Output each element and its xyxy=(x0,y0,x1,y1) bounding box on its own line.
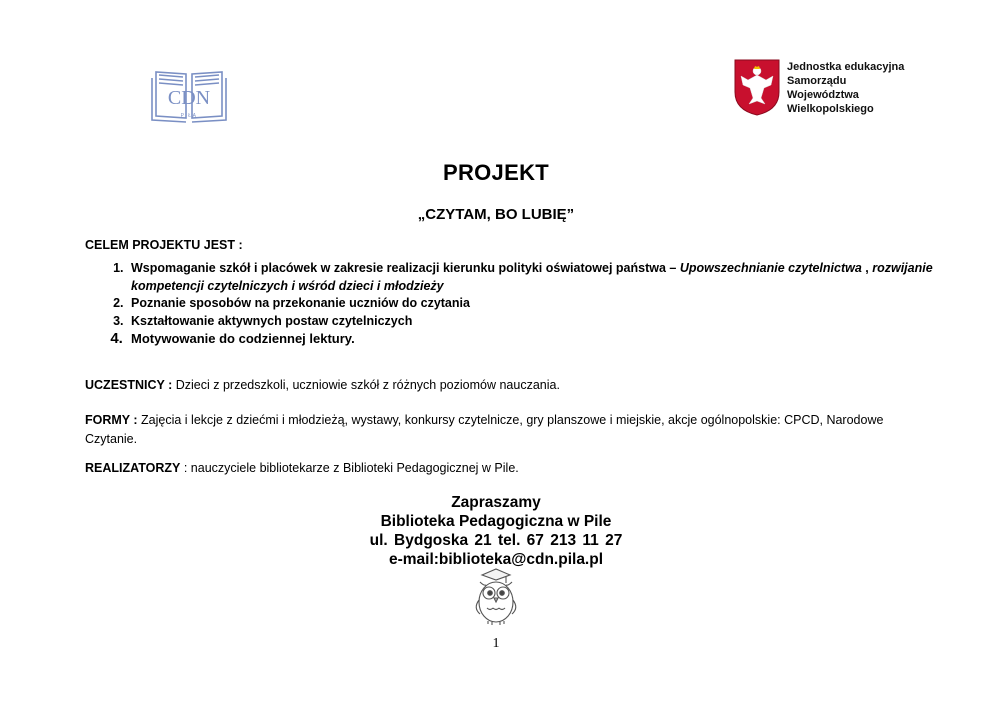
goal-item xyxy=(127,260,957,295)
goal-text: Poznanie sposobów na przekonanie uczniów do czytania xyxy=(131,296,470,310)
svg-text:CDN: CDN xyxy=(167,87,211,109)
participants-text: Dzieci z przedszkoli, uczniowie szkół z różnych poziomów nauczania. xyxy=(172,378,560,392)
forms-label: FORMY : xyxy=(85,413,138,427)
svg-text:PIŁA: PIŁA xyxy=(180,113,198,119)
contact-email[interactable]: e-mail:biblioteka@cdn.pila.pl xyxy=(388,551,604,568)
page-title: PROJEKT xyxy=(442,160,549,185)
goal-item xyxy=(127,330,957,349)
cdn-logo xyxy=(150,62,228,126)
goal-text-italic: rozwijanie kompetencji czytelniczych i wśród dzieci i młodzieży xyxy=(131,261,933,293)
forms-text: Zajęcia i lekcje z dziećmi i młodzieżą, wystawy, konkursy czytelnicze, gry planszowe i miejskie, akcje ogólnopolskie: CPCD, Narodowe Czytanie. xyxy=(85,413,884,446)
eagle-crest-icon xyxy=(733,58,781,116)
goals-list xyxy=(85,260,957,349)
participants-label: UCZESTNICY : xyxy=(85,378,173,392)
wielkopolska-label xyxy=(787,60,947,116)
organizers-text: : nauczyciele bibliotekarze z Biblioteki Pedagogicznej w Pile. xyxy=(180,461,519,475)
organizers-paragraph xyxy=(85,459,915,478)
forms-paragraph xyxy=(85,411,915,449)
contact-address-phone: ul. Bydgoska 21 tel. 67 213 11 27 xyxy=(369,532,623,549)
wlkp-line: Samorządu xyxy=(787,75,847,87)
owl-illustration xyxy=(468,566,524,626)
goal-text: Motywowanie do codziennej lektury. xyxy=(131,331,355,346)
contact-library: Biblioteka Pedagogiczna w Pile xyxy=(380,513,612,530)
contact-invite: Zapraszamy xyxy=(451,494,541,511)
goal-item xyxy=(127,295,957,313)
organizers-label: REALIZATORZY xyxy=(85,461,181,475)
wlkp-line: Województwa xyxy=(787,89,859,101)
wielkopolska-crest xyxy=(733,58,781,116)
page-number: 1 xyxy=(492,636,500,651)
cdn-book-icon xyxy=(150,62,228,126)
project-subtitle: „CZYTAM, BO LUBIĘ” xyxy=(417,206,575,223)
owl-icon xyxy=(468,566,524,626)
goal-text: Wspomaganie szkół i placówek w zakresie realizacji kierunku polityki oświatowej państwa – xyxy=(131,261,680,275)
goals-heading: CELEM PROJEKTU JEST : xyxy=(85,238,243,252)
wlkp-line: Wielkopolskiego xyxy=(787,103,874,115)
goal-item xyxy=(127,313,957,331)
goal-text: , xyxy=(861,261,873,275)
goal-text: Kształtowanie aktywnych postaw czytelniczych xyxy=(131,313,413,328)
goal-text-italic: Upowszechnianie czytelnictwa xyxy=(679,261,862,275)
participants-paragraph xyxy=(85,376,915,395)
wlkp-line: Jednostka edukacyjna xyxy=(787,61,905,73)
